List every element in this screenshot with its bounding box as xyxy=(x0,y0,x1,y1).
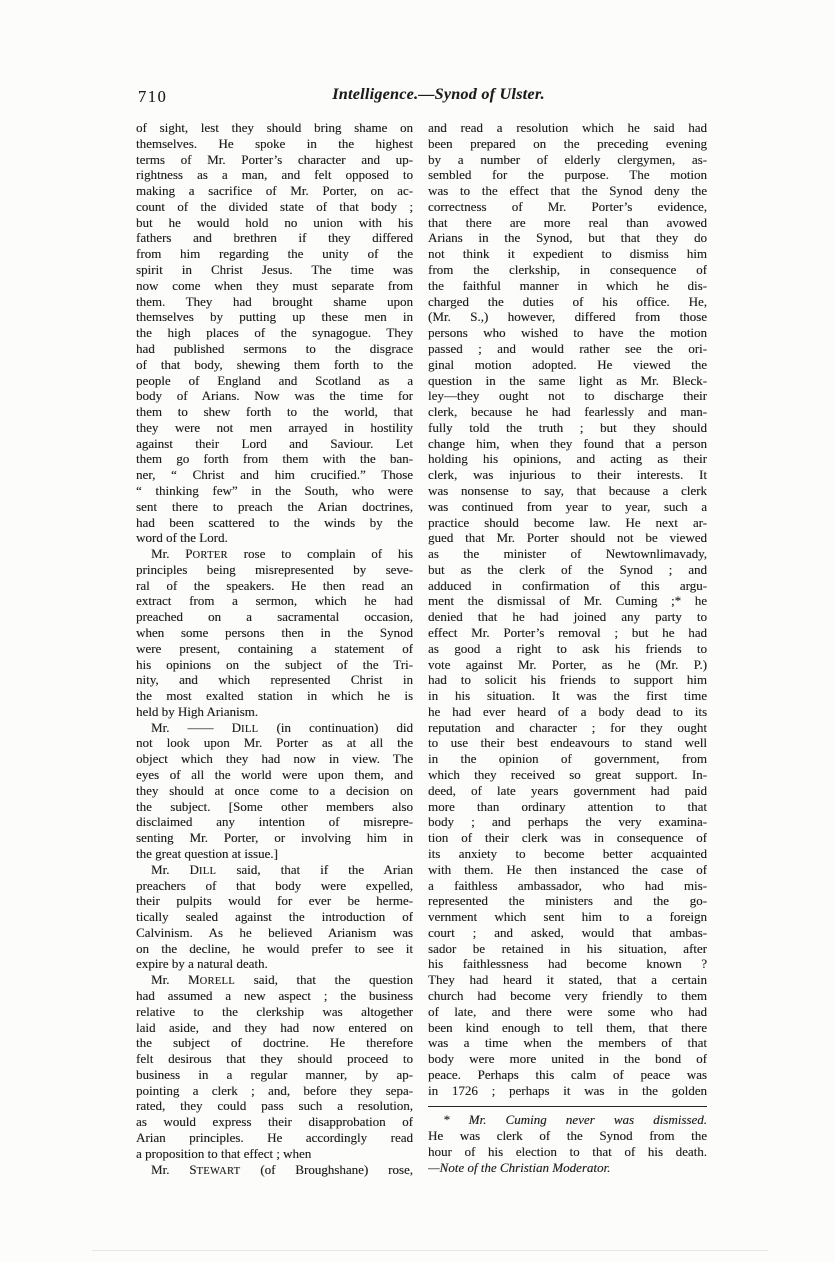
text-line: correctness of Mr. Porter’s evidence, xyxy=(428,198,707,214)
text-line: persons who wished to have the motion xyxy=(428,325,707,341)
paragraph xyxy=(136,120,413,546)
running-title: Intelligence.—Synod of Ulster. xyxy=(332,86,545,103)
paragraph xyxy=(136,972,413,1161)
text-line: was a time when the members of that xyxy=(428,1035,707,1051)
text-line: disclaimed any intention of misrepre- xyxy=(136,814,413,830)
column-right xyxy=(428,120,707,1177)
text-line: been prepared on the preceding evening xyxy=(428,135,707,151)
text-line: nity, and which represented Christ in xyxy=(136,672,413,688)
text-line: had been scattered to the winds by the xyxy=(136,514,413,530)
footnote xyxy=(428,1112,707,1175)
text-line: the most exalted station in which he is xyxy=(136,688,413,704)
text-line: had published sermons to the disgrace xyxy=(136,340,413,356)
text-line: from the clerkship, in consequence of xyxy=(428,262,707,278)
text-line: against their Lord and Saviour. Let xyxy=(136,435,413,451)
text-columns xyxy=(136,120,707,1177)
text-line: word of the Lord. xyxy=(136,530,228,546)
text-line: he had ever heard of a body dead to its xyxy=(428,703,707,719)
text-line: a faithless ambassador, who had mis- xyxy=(428,877,707,893)
text-line: ginal motion adopted. He viewed the xyxy=(428,356,707,372)
text-line: them go forth from them with the ban- xyxy=(136,451,413,467)
text-line: Mr. DILL said, that if the Arian xyxy=(151,861,413,877)
text-line: fully told the truth ; but they should xyxy=(428,419,707,435)
paragraph xyxy=(136,862,413,972)
text-line: but he would hold no union with his xyxy=(136,214,413,230)
scan-edge-line xyxy=(92,1250,768,1251)
text-line: eyes of all the world were upon them, and xyxy=(136,767,413,783)
text-line: change him, when they found that a person xyxy=(428,435,707,451)
text-line: Mr. STEWART (of Broughshane) rose, xyxy=(151,1161,413,1177)
text-line: gued that Mr. Porter should not be viewed xyxy=(428,530,707,546)
text-line: hour of his election to that of his death. xyxy=(428,1144,707,1159)
text-line: Mr. MORELL said, that the question xyxy=(151,972,413,988)
text-line: body were more united in the bond of xyxy=(428,1051,707,1067)
text-line: (Mr. S.,) however, differed from those xyxy=(428,309,707,325)
text-line: the faithful manner in which he dis- xyxy=(428,277,707,293)
text-line: as would express their disapprobation of xyxy=(136,1114,413,1130)
text-line: Mr. PORTER rose to complain of his xyxy=(151,546,413,562)
paragraph xyxy=(428,120,707,1098)
text-line: ment the dismissal of Mr. Cuming ;* he xyxy=(428,593,707,609)
text-line: to use their best endeavours to stand well xyxy=(428,735,707,751)
text-line: on the decline, he would prefer to see it xyxy=(136,940,413,956)
text-line: was continued from year to year, such a xyxy=(428,498,707,514)
text-line: terms of Mr. Porter’s character and up- xyxy=(136,151,413,167)
text-line: which they received so great support. In- xyxy=(428,767,707,783)
text-line: body of Arians. Now was the time for xyxy=(136,388,413,404)
text-line: them to shew forth to the world, that xyxy=(136,404,413,420)
text-line: * Mr. Cuming never was dismissed. xyxy=(443,1112,707,1128)
text-line: body ; and perhaps the very examina- xyxy=(428,814,707,830)
text-line: senting Mr. Porter, or involving him in xyxy=(136,830,413,846)
text-line: of late, and there were some who had xyxy=(428,1003,707,1019)
text-line: more than ordinary attention to that xyxy=(428,798,707,814)
text-line: by a number of elderly clergymen, as- xyxy=(428,151,707,167)
text-line: tically sealed against the introduction of xyxy=(136,909,413,925)
text-line: principles being misrepresented by seve- xyxy=(136,561,413,577)
text-line: peace. Perhaps this calm of peace was xyxy=(428,1066,707,1082)
text-line: his opinions on the subject of the Tri- xyxy=(136,656,413,672)
text-line: but as the clerk of the Synod ; and xyxy=(428,561,707,577)
text-line: sent there to preach the Arian doctrines, xyxy=(136,498,413,514)
text-line: Calvinism. As he believed Arianism was xyxy=(136,924,413,940)
text-line: vernment which sent him to a foreign xyxy=(428,909,707,925)
text-line: vote against Mr. Porter, as he (Mr. P.) xyxy=(428,656,707,672)
text-line: pointing a clerk ; and, before they sepa- xyxy=(136,1082,413,1098)
text-line: felt desirous that they should proceed to xyxy=(136,1051,413,1067)
text-line: them. They had brought shame upon xyxy=(136,293,413,309)
text-line: with them. He then instanced the case of xyxy=(428,861,707,877)
text-line: ley—they ought not to discharge their xyxy=(428,388,707,404)
page-header xyxy=(136,86,707,108)
text-line: Arian principles. He accordingly read xyxy=(136,1130,413,1145)
text-line: a proposition to that effect ; when xyxy=(136,1145,312,1161)
column-right-body xyxy=(428,120,707,1098)
text-line: their pulpits would for ever be herme- xyxy=(136,893,413,909)
text-line: clerk, was injurious to their interests. It xyxy=(428,467,707,483)
text-line: was to the effect that the Synod deny the xyxy=(428,183,707,199)
text-line: not think it expedient to dismiss him xyxy=(428,246,707,262)
text-line: deed, of late years government had paid xyxy=(428,782,707,798)
text-line: adduced in confirmation of this argu- xyxy=(428,577,707,593)
text-line: laid aside, and they had now entered on xyxy=(136,1019,413,1035)
text-line: Arians in the Synod, but that they do xyxy=(428,230,707,246)
text-line: when some persons then in the Synod xyxy=(136,625,413,640)
text-line: now come when they must separate from xyxy=(136,277,413,293)
text-line: sador be retained in his situation, after xyxy=(428,940,707,956)
text-line: count of the divided state of that body ; xyxy=(136,198,413,214)
text-line: “ thinking few” in the South, who were xyxy=(136,482,413,498)
text-line: of that body, shewing them forth to the xyxy=(136,356,413,372)
text-line: the great question at issue.] xyxy=(136,845,278,861)
text-line: Mr. —— DILL (in continuation) did xyxy=(151,719,413,735)
text-line: spirit in Christ Jesus. The time was xyxy=(136,262,413,278)
text-line: as good a right to ask his friends to xyxy=(428,640,707,656)
text-line: were present, containing a statement of xyxy=(136,640,413,656)
text-line: tion of their clerk was in consequence of xyxy=(428,830,707,846)
text-line: relative to the clerkship was altogether xyxy=(136,1003,413,1019)
text-line: the subject. [Some other members also xyxy=(136,798,413,814)
text-line: as the minister of Newtownlimavady, xyxy=(428,546,707,562)
text-line: He was clerk of the Synod from the xyxy=(428,1128,707,1144)
text-line: rightness as a man, and felt opposed to xyxy=(136,167,413,183)
text-line: themselves by putting up these men in xyxy=(136,309,413,325)
text-line: represented the ministers and the go- xyxy=(428,893,707,909)
text-line: that there are more real than avowed xyxy=(428,214,707,230)
text-line: effect Mr. Porter’s removal ; but he had xyxy=(428,625,707,640)
text-line: his faithlessness had become known ? xyxy=(428,956,707,972)
text-line: ral of the speakers. He then read an xyxy=(136,577,413,593)
paragraph xyxy=(136,1162,413,1178)
text-line: had assumed a new aspect ; the business xyxy=(136,987,413,1003)
text-line: business in a regular manner, by ap- xyxy=(136,1066,413,1082)
footnote-separator xyxy=(428,1106,707,1107)
text-line: making a sacrifice of Mr. Porter, on ac- xyxy=(136,183,413,199)
text-line: expire by a natural death. xyxy=(136,956,268,972)
text-line: ner, “ Christ and him crucified.” Those xyxy=(136,467,413,483)
text-line: They had heard it stated, that a certain xyxy=(428,972,707,988)
text-line: fathers and brethren if they differed xyxy=(136,230,413,246)
paragraph xyxy=(428,1112,707,1175)
text-line: not look upon Mr. Porter as at all the xyxy=(136,735,413,751)
text-line: they were not men arrayed in hostility xyxy=(136,419,413,435)
text-line: reputation and character ; for they ought xyxy=(428,719,707,735)
text-line: had to solicit his friends to support him xyxy=(428,672,707,688)
text-line: preachers of that body were expelled, xyxy=(136,877,413,893)
text-line: charged the duties of his office. He, xyxy=(428,293,707,309)
text-line: object which they had now in view. The xyxy=(136,751,413,767)
text-line: they should at once come to a decision on xyxy=(136,782,413,798)
column-left xyxy=(136,120,413,1177)
text-line: —Note of the Christian Moderator. xyxy=(428,1159,611,1175)
text-line: people of England and Scotland as a xyxy=(136,372,413,388)
text-line: sembled for the purpose. The motion xyxy=(428,167,707,183)
text-line: themselves. He spoke in the highest xyxy=(136,135,413,151)
text-line: clerk, because he had fearlessly and man- xyxy=(428,404,707,420)
text-line: been kind enough to tell them, that there xyxy=(428,1019,707,1035)
text-line: held by High Arianism. xyxy=(136,703,259,719)
text-line: in 1726 ; perhaps it was in the golden xyxy=(428,1082,707,1098)
text-line: question in the same light as Mr. Bleck- xyxy=(428,372,707,388)
text-line: the subject of doctrine. He therefore xyxy=(136,1035,413,1051)
text-line: the high places of the synagogue. They xyxy=(136,325,413,341)
text-line: holding his opinions, and acting as their xyxy=(428,451,707,467)
text-line: denied that he had joined any party to xyxy=(428,609,707,625)
text-line: court ; and asked, would that ambas- xyxy=(428,924,707,940)
text-line: was nonsense to say, that because a clerk xyxy=(428,482,707,498)
text-line: in the opinion of government, from xyxy=(428,751,707,767)
text-line: practice should become law. He next ar- xyxy=(428,514,707,530)
paragraph xyxy=(136,720,413,862)
text-line: rated, they could pass such a resolution, xyxy=(136,1098,413,1114)
text-line: preached on a sacramental occasion, xyxy=(136,609,413,625)
page-number: 710 xyxy=(138,87,168,106)
text-line: and read a resolution which he said had xyxy=(428,120,707,135)
paragraph xyxy=(136,546,413,720)
text-line: extract from a sermon, which he had xyxy=(136,593,413,609)
text-line: church had become very friendly to them xyxy=(428,987,707,1003)
text-line: from him regarding the unity of the xyxy=(136,246,413,262)
text-line: its anxiety to become better acquainted xyxy=(428,845,707,861)
text-line: passed ; and would rather see the ori- xyxy=(428,340,707,356)
text-line: of sight, lest they should bring shame on xyxy=(136,120,413,135)
text-line: in his situation. It was the first time xyxy=(428,688,707,704)
